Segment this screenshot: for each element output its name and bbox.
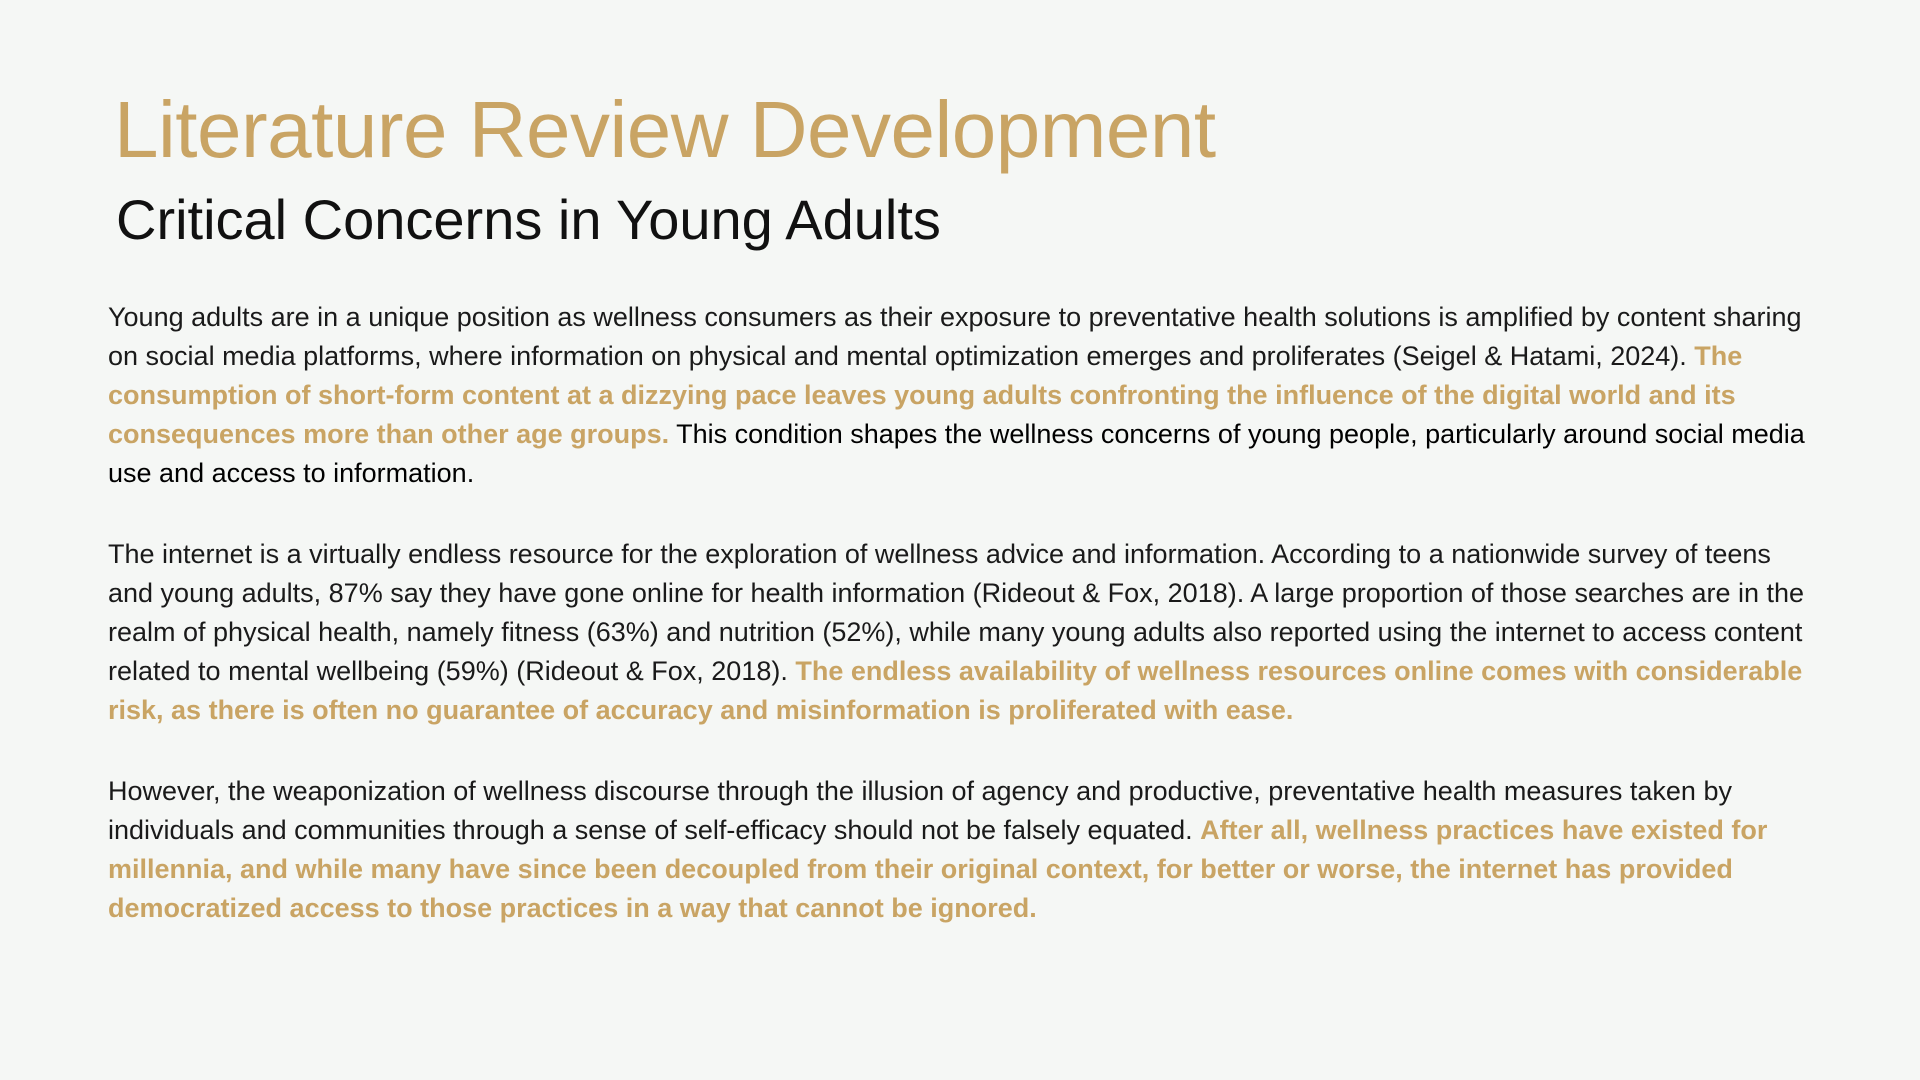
paragraph-2 xyxy=(108,535,1820,730)
paragraph-2-text: The internet is a virtually endless resource for the exploration of wellness advice and information. According to a nationwide survey of teens and young adults, 87% say they have gone online for health information (Rideout & Fox, 2018). A large proportion of those searches are in the realm of physical health, namely fitness (63%) and nutrition (52%), while many young adults also reported using the internet to access content related to mental wellbeing (59%) (Rideout & Fox, 2018). xyxy=(108,539,1805,686)
paragraph-1-text: Young adults are in a unique position as wellness consumers as their exposure to preventative health solutions is amplified by content sharing on social media platforms, where information on physical and mental optimization emerges and proliferates (Seigel & Hatami, 2024). xyxy=(108,302,1802,371)
paragraph-2-highlight: The endless availability of wellness resources online comes with considerable risk, as there is often no guarantee of accuracy and misinformation is proliferated with ease. xyxy=(108,656,1803,725)
page-title: Literature Review Development xyxy=(114,85,1216,174)
body-text xyxy=(108,298,1820,970)
paragraph-3-text: However, the weaponization of wellness discourse through the illusion of agency and productive, preventative health measures taken by individuals and communities through a sense of self-efficacy should not be falsely equated. xyxy=(108,776,1732,845)
paragraph-1-highlight: The consumption of short-form content at a dizzying pace leaves young adults confronting the influence of the digital world and its consequences more than other age groups. xyxy=(108,341,1743,449)
paragraph-1-continuation: This condition shapes the wellness concerns of young people, particularly around social media use and access to information. xyxy=(108,419,1805,488)
paragraph-3 xyxy=(108,772,1820,928)
paragraph-3-highlight: After all, wellness practices have existed for millennia, and while many have since been decoupled from their original context, for better or worse, the internet has provided democratized access to those practices in a way that cannot be ignored. xyxy=(108,815,1768,923)
page-subtitle: Critical Concerns in Young Adults xyxy=(116,188,941,251)
paragraph-1 xyxy=(108,298,1820,493)
